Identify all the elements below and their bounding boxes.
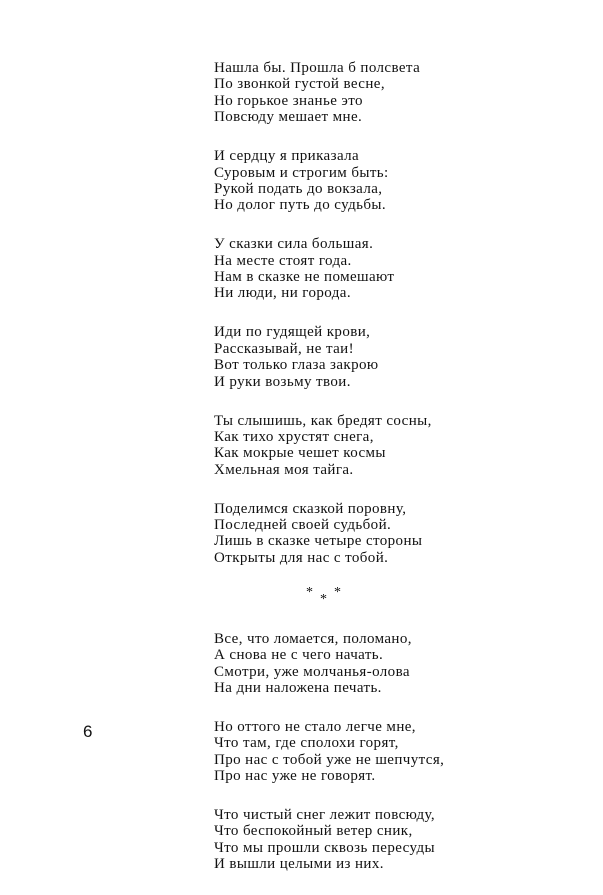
poem-line: На месте стоят года. <box>214 252 352 269</box>
poem-line: У сказки сила большая. <box>214 236 374 253</box>
poem-line: Вот только глаза закрою <box>214 357 379 374</box>
stanza <box>214 413 444 479</box>
stanza <box>214 324 444 390</box>
poem-line: И сердцу я приказала <box>214 148 360 165</box>
poem-line: Нашла бы. Прошла б полсвета <box>214 60 421 76</box>
poem-line: Но оттого не стало легче мне, <box>214 718 416 735</box>
poem-line: Ни люди, ни города. <box>214 285 351 302</box>
poem-line: Смотри, уже молчанья-олова <box>214 663 410 680</box>
poem-line: Рукой подать до вокзала, <box>214 180 383 197</box>
poem-line: Что там, где сполохи горят, <box>214 735 399 752</box>
poem-line: Последней своей судьбой. <box>214 517 392 534</box>
poem-line: Про нас с тобой уже не шепчутся, <box>214 751 445 768</box>
poem-line: Поделимся сказкой поровну, <box>214 500 407 517</box>
poem-line: Лишь в сказке четыре стороны <box>214 533 423 550</box>
stanza <box>214 148 444 214</box>
asterisk: * <box>320 591 328 607</box>
poem-line: Как тихо хрустят снега, <box>214 428 374 445</box>
stanza <box>214 501 444 567</box>
poem-line: Рассказывай, не таи! <box>214 340 354 357</box>
poem-line: Что мы прошли сквозь пересуды <box>214 839 435 856</box>
poem-line: Но горькое знанье это <box>214 92 363 109</box>
poem-line: Что беспокойный ветер сник, <box>214 823 413 840</box>
asterisk: * <box>334 584 342 600</box>
stanza <box>214 719 444 785</box>
poem-line: А снова не с чего начать. <box>214 647 384 664</box>
poem-line: И руки возьму твои. <box>214 373 351 390</box>
poem-line: Повсюду мешает мне. <box>214 109 363 126</box>
poem-line: По звонкой густой весне, <box>214 76 385 93</box>
poem-line: Иди по гудящей крови, <box>214 324 371 341</box>
poem-line: Нам в сказке не помешают <box>214 269 395 286</box>
poem-line: Но долог путь до судьбы. <box>214 197 387 214</box>
poem-line: На дни наложена печать. <box>214 679 382 696</box>
poem-line: Хмельная моя тайга. <box>214 461 354 478</box>
page-number: 6 <box>83 722 93 741</box>
stanza <box>214 236 444 302</box>
poem-line: Открыты для нас с тобой. <box>214 549 389 566</box>
asterisk: * <box>306 584 314 600</box>
poem-line: Про нас уже не говорят. <box>214 768 376 785</box>
section-separator-asterisks <box>214 585 444 607</box>
stanza <box>214 60 444 126</box>
stanza <box>214 807 444 873</box>
poem-line: Как мокрые чешет космы <box>214 445 386 462</box>
poem-line: Ты слышишь, как бредят сосны, <box>214 412 432 429</box>
poem-line: И вышли целыми из них. <box>214 856 384 873</box>
poem-line: Все, что ломается, поломано, <box>214 630 412 647</box>
poem-line: Что чистый снег лежит повсюду, <box>214 807 436 823</box>
poem-line: Суровым и строгим быть: <box>214 164 389 181</box>
stanza <box>214 631 444 697</box>
poem-text <box>214 60 444 895</box>
